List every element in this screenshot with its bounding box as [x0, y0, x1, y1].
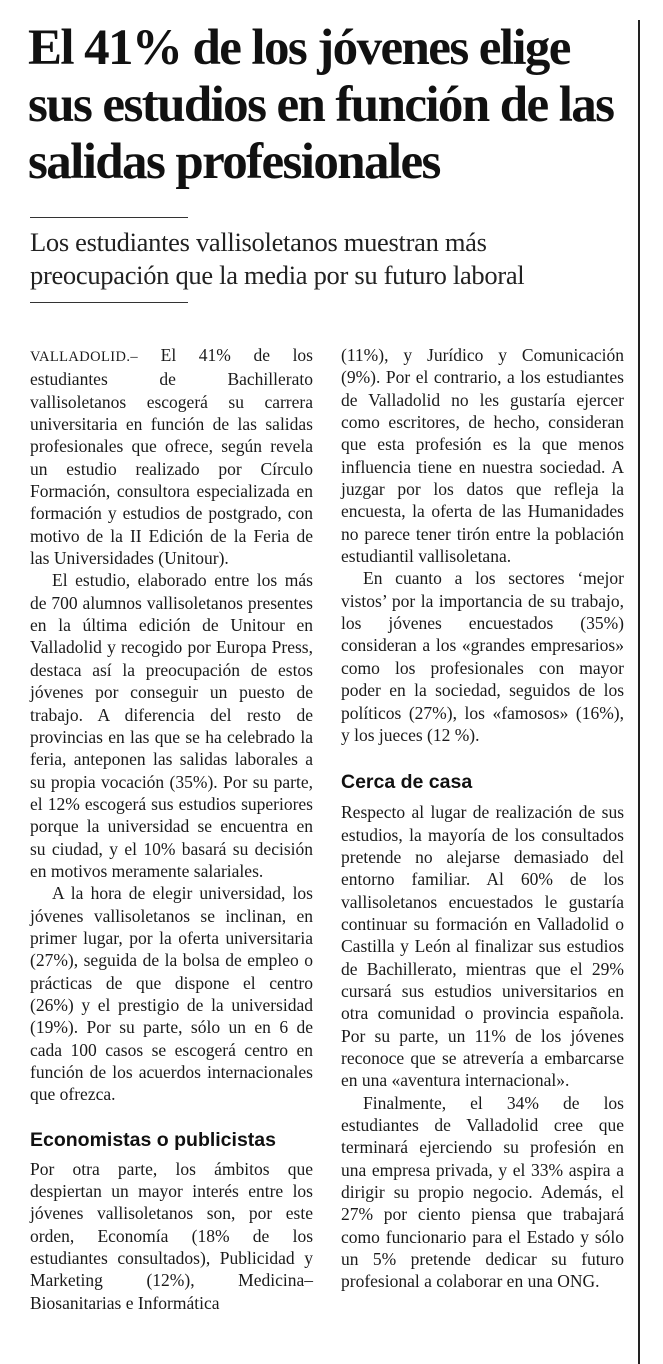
- paragraph-2: El estudio, elaborado entre los más de 700 alumnos vallisoletanos presentes en la última edición de Unitour en Valladolid y recogido por Europa Press, destaca así la preocupación de estos jóvenes por conseguir un puesto de trabajo. A diferencia del resto de provincias en las que se ha celebrado la feria, anteponen las salidas laborales a su propia vocación (35%). Por su parte, el 12% escogerá sus estudios superiores porque la universidad se encuentra en su ciudad, y el 10% basará su decisión en motivos meramente salariales.: [30, 570, 313, 881]
- article-column-2: [341, 344, 624, 1293]
- subheadline-bottom-rule: [30, 302, 188, 303]
- paragraph-5: (11%), y Jurídico y Comunicación (9%). Por el contrario, a los estudiantes de Valladolid no les gustaría ejercer como escritores, de hecho, consideran que esta profesión es la que menos influencia tiene en nuestra sociedad. A juzgar por los datos que refleja la encuesta, la oferta de las Humanidades no parece tener tirón entre la población estudiantil vallisoletana.: [341, 345, 624, 567]
- dateline: VALLADOLID.–: [30, 349, 139, 365]
- headline: El 41% de los jóvenes elige sus estudios en función de las salidas profesionales: [28, 20, 614, 190]
- article-column-1: [30, 344, 313, 1314]
- subheadline-top-rule: [30, 217, 188, 218]
- paragraph-4: Por otra parte, los ámbitos que despiertan un mayor interés entre los jóvenes vallisoletanos son, por este orden, Economía (18% de los estudiantes consultados), Publicidad y Marketing (12%), Medicina–Biosanitarias e Informática: [30, 1158, 313, 1313]
- paragraph-7: Respecto al lugar de realización de sus estudios, la mayoría de los consultados pretende no alejarse demasiado del entorno familiar. Al 60% de los vallisoletanos encuestados le gustaría continuar su formación en Valladolid o Castilla y León al finalizar sus estudios de Bachillerato, mientras que el 29% cursará sus estudios universitarios en otra comunidad o provincia española. Por su parte, un 11% de los jóvenes reconoce que se atrevería a embarcarse en una «aventura internacional».: [341, 802, 624, 1091]
- section-heading-economistas: Economistas o publicistas: [30, 1128, 276, 1151]
- section-heading-cerca-de-casa: Cerca de casa: [341, 771, 473, 794]
- paragraph-1: [30, 344, 313, 569]
- column-divider-rule: [638, 20, 640, 1364]
- paragraph-8: Finalmente, el 34% de los estudiantes de Valladolid cree que terminará ejerciendo su profesión en una empresa privada, y el 33% aspira a dirigir su propio negocio. Además, el 27% por ciento piensa que trabajará como funcionario para el Estado y sólo un 5% pretende dedicar su futuro profesional a colaborar en una ONG.: [341, 1092, 624, 1292]
- subheadline: Los estudiantes vallisoletanos muestran más preocupación que la media por su futuro laboral: [30, 227, 525, 290]
- paragraph-1-text: El 41% de los estudiantes de Bachillerato vallisoletanos escogerá su carrera universitaria en función de las salidas profesionales que ofrece, según revela un estudio realizado por Círculo Formación, consultora especializada en formación y estudios de postgrado, con motivo de la II Edición de la Feria de las Universidades (Unitour).: [30, 345, 313, 569]
- paragraph-3: A la hora de elegir universidad, los jóvenes vallisoletanos se inclinan, en primer lugar, por la oferta universitaria (27%), seguida de la bolsa de empleo o prácticas de que dispone el centro (26%) y el prestigio de la universidad (19%). Por su parte, sólo un en 6 de cada 100 casos se escogerá centro en función de los acuerdos internacionales que ofrezca.: [30, 883, 313, 1105]
- paragraph-6: En cuanto a los sectores ‘mejor vistos’ por la importancia de su trabajo, los jóvenes encuestados (35%) consideran a los «grandes empresarios» como los profesionales con mayor poder en la sociedad, seguidos de los políticos (27%), los «famosos» (16%), y los jueces (12 %).: [341, 568, 624, 745]
